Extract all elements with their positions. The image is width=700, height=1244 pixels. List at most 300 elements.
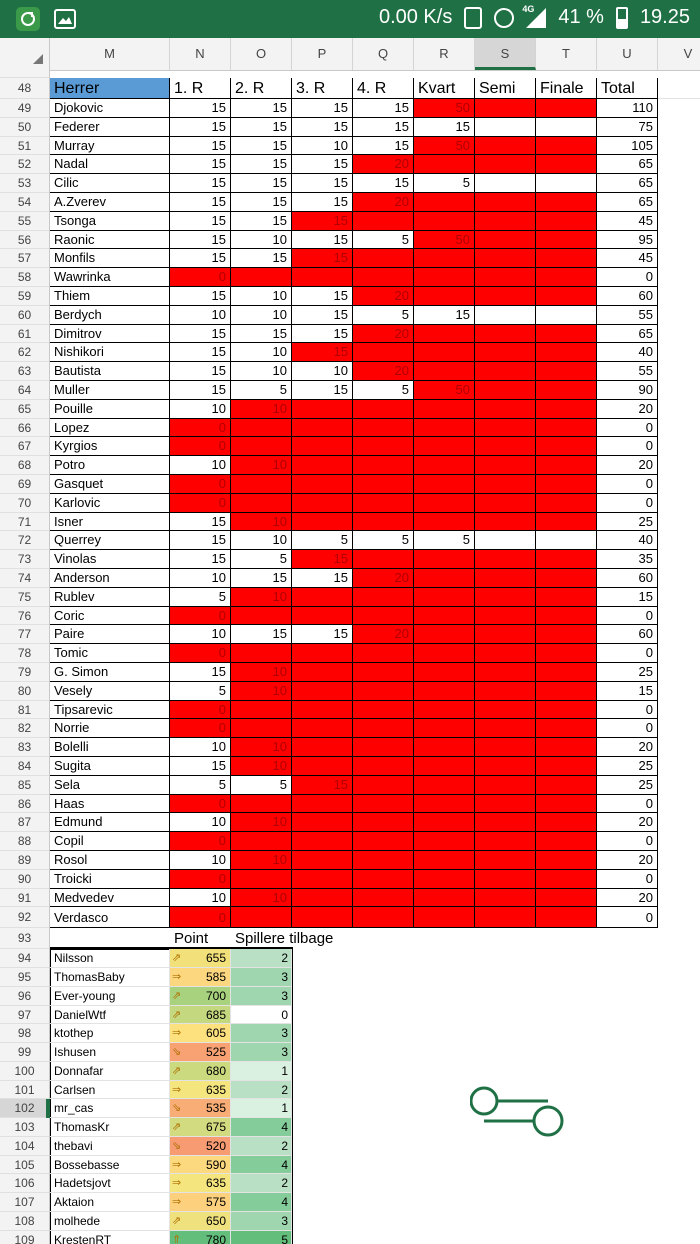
table-header-col-8[interactable]: Total xyxy=(597,78,658,99)
score-cell[interactable]: 5 xyxy=(414,174,475,193)
table-header-col-5[interactable]: Kvart xyxy=(414,78,475,99)
total-cell[interactable]: 0 xyxy=(597,475,658,494)
row-header-54[interactable]: 54 xyxy=(0,193,49,212)
score-cell[interactable]: 10 xyxy=(292,362,353,381)
column-header-q[interactable]: Q xyxy=(353,38,414,70)
player-name[interactable]: Nadal xyxy=(50,155,170,174)
score-cell[interactable] xyxy=(475,719,536,738)
score-cell[interactable]: 0 xyxy=(170,475,231,494)
score-cell[interactable] xyxy=(292,268,353,287)
total-cell[interactable]: 45 xyxy=(597,212,658,231)
score-cell[interactable]: 5 xyxy=(353,231,414,250)
score-cell[interactable]: 0 xyxy=(170,437,231,456)
player-name[interactable]: G. Simon xyxy=(50,663,170,682)
player-name[interactable]: Sela xyxy=(50,776,170,795)
score-cell[interactable] xyxy=(475,419,536,438)
player-name[interactable]: Tomic xyxy=(50,644,170,663)
score-cell[interactable] xyxy=(414,249,475,268)
score-cell[interactable]: 15 xyxy=(170,118,231,137)
player-name[interactable]: Kyrgios xyxy=(50,437,170,456)
score-cell[interactable]: 15 xyxy=(292,231,353,250)
row-header-69[interactable]: 69 xyxy=(0,475,49,494)
score-cell[interactable]: 15 xyxy=(292,381,353,400)
total-cell[interactable]: 15 xyxy=(597,682,658,701)
score-cell[interactable]: 15 xyxy=(292,776,353,795)
score-cell[interactable]: 15 xyxy=(353,99,414,118)
score-cell[interactable] xyxy=(536,343,597,362)
player-name[interactable]: Querrey xyxy=(50,531,170,550)
score-cell[interactable]: 10 xyxy=(231,738,292,757)
total-cell[interactable]: 105 xyxy=(597,137,658,156)
score-cell[interactable]: 10 xyxy=(231,343,292,362)
score-cell[interactable]: 10 xyxy=(231,231,292,250)
score-cell[interactable]: 15 xyxy=(292,569,353,588)
score-cell[interactable] xyxy=(292,889,353,908)
score-cell[interactable] xyxy=(475,776,536,795)
score-cell[interactable] xyxy=(414,663,475,682)
score-cell[interactable]: 5 xyxy=(170,588,231,607)
total-cell[interactable]: 65 xyxy=(597,174,658,193)
score-cell[interactable]: 15 xyxy=(170,531,231,550)
row-header-74[interactable]: 74 xyxy=(0,569,49,588)
score-cell[interactable]: 0 xyxy=(170,832,231,851)
score-cell[interactable] xyxy=(475,813,536,832)
score-cell[interactable] xyxy=(475,287,536,306)
row-header-101[interactable]: 101 xyxy=(0,1081,49,1100)
player-name[interactable]: Verdasco xyxy=(50,907,170,928)
score-cell[interactable]: 10 xyxy=(231,287,292,306)
standings-name[interactable]: Donnafar xyxy=(50,1062,170,1081)
row-header-52[interactable]: 52 xyxy=(0,155,49,174)
selection-handle-icon[interactable] xyxy=(470,1085,566,1137)
select-all-corner[interactable] xyxy=(0,38,50,70)
row-header-70[interactable]: 70 xyxy=(0,494,49,513)
score-cell[interactable] xyxy=(414,870,475,889)
score-cell[interactable] xyxy=(475,249,536,268)
standings-point[interactable]: 535 ⇘ xyxy=(170,1099,231,1118)
standings-name[interactable]: Carlsen xyxy=(50,1081,170,1100)
score-cell[interactable] xyxy=(353,550,414,569)
score-cell[interactable] xyxy=(475,607,536,626)
score-cell[interactable]: 20 xyxy=(353,625,414,644)
score-cell[interactable] xyxy=(536,437,597,456)
score-cell[interactable] xyxy=(292,832,353,851)
player-name[interactable]: Lopez xyxy=(50,419,170,438)
score-cell[interactable] xyxy=(414,813,475,832)
score-cell[interactable] xyxy=(414,588,475,607)
score-cell[interactable]: 15 xyxy=(353,174,414,193)
row-header-71[interactable]: 71 xyxy=(0,513,49,532)
total-cell[interactable]: 60 xyxy=(597,625,658,644)
score-cell[interactable]: 15 xyxy=(170,757,231,776)
row-header-64[interactable]: 64 xyxy=(0,381,49,400)
score-cell[interactable]: 20 xyxy=(353,569,414,588)
row-header-88[interactable]: 88 xyxy=(0,832,49,851)
score-cell[interactable]: 10 xyxy=(170,400,231,419)
score-cell[interactable] xyxy=(231,719,292,738)
row-header-103[interactable]: 103 xyxy=(0,1118,49,1137)
score-cell[interactable]: 15 xyxy=(170,513,231,532)
player-name[interactable]: Karlovic xyxy=(50,494,170,513)
standings-players-left[interactable]: 2 xyxy=(231,1137,292,1156)
row-header-82[interactable]: 82 xyxy=(0,719,49,738)
score-cell[interactable] xyxy=(536,118,597,137)
score-cell[interactable] xyxy=(353,343,414,362)
score-cell[interactable]: 10 xyxy=(170,851,231,870)
standings-point[interactable]: 575 ⇒ xyxy=(170,1193,231,1212)
score-cell[interactable] xyxy=(536,362,597,381)
score-cell[interactable] xyxy=(292,701,353,720)
score-cell[interactable] xyxy=(292,682,353,701)
score-cell[interactable] xyxy=(414,701,475,720)
player-name[interactable]: Vinolas xyxy=(50,550,170,569)
score-cell[interactable] xyxy=(536,531,597,550)
row-header-61[interactable]: 61 xyxy=(0,325,49,344)
score-cell[interactable] xyxy=(414,607,475,626)
score-cell[interactable] xyxy=(475,625,536,644)
row-header-106[interactable]: 106 xyxy=(0,1174,49,1193)
player-name[interactable]: Norrie xyxy=(50,719,170,738)
score-cell[interactable] xyxy=(353,513,414,532)
score-cell[interactable] xyxy=(414,851,475,870)
score-cell[interactable] xyxy=(536,813,597,832)
row-header-62[interactable]: 62 xyxy=(0,343,49,362)
score-cell[interactable] xyxy=(475,118,536,137)
score-cell[interactable] xyxy=(353,738,414,757)
score-cell[interactable] xyxy=(536,155,597,174)
score-cell[interactable] xyxy=(536,325,597,344)
standings-players-left[interactable]: 3 xyxy=(231,968,292,987)
score-cell[interactable] xyxy=(292,644,353,663)
score-cell[interactable]: 0 xyxy=(170,701,231,720)
player-name[interactable]: Edmund xyxy=(50,813,170,832)
total-cell[interactable]: 0 xyxy=(597,419,658,438)
score-cell[interactable]: 15 xyxy=(231,174,292,193)
score-cell[interactable]: 5 xyxy=(231,381,292,400)
table-header-col-2[interactable]: 2. R xyxy=(231,78,292,99)
row-header-49[interactable]: 49 xyxy=(0,99,49,118)
player-name[interactable]: Cilic xyxy=(50,174,170,193)
standings-name[interactable]: Ishusen xyxy=(50,1043,170,1062)
player-name[interactable]: Vesely xyxy=(50,682,170,701)
score-cell[interactable]: 10 xyxy=(170,813,231,832)
score-cell[interactable] xyxy=(231,419,292,438)
score-cell[interactable]: 15 xyxy=(231,249,292,268)
row-header-79[interactable]: 79 xyxy=(0,663,49,682)
score-cell[interactable]: 10 xyxy=(231,588,292,607)
score-cell[interactable] xyxy=(231,644,292,663)
score-cell[interactable] xyxy=(536,625,597,644)
score-cell[interactable]: 10 xyxy=(170,625,231,644)
score-cell[interactable] xyxy=(292,663,353,682)
column-header-o[interactable]: O xyxy=(231,38,292,70)
standings-name[interactable]: ktothep xyxy=(50,1024,170,1043)
score-cell[interactable] xyxy=(475,682,536,701)
score-cell[interactable]: 15 xyxy=(292,343,353,362)
score-cell[interactable]: 15 xyxy=(292,193,353,212)
score-cell[interactable]: 15 xyxy=(170,381,231,400)
score-cell[interactable] xyxy=(536,400,597,419)
column-header-v[interactable]: V xyxy=(658,38,700,70)
score-cell[interactable]: 15 xyxy=(292,287,353,306)
score-cell[interactable] xyxy=(414,625,475,644)
score-cell[interactable] xyxy=(536,870,597,889)
score-cell[interactable]: 15 xyxy=(170,343,231,362)
score-cell[interactable]: 15 xyxy=(292,118,353,137)
score-cell[interactable]: 15 xyxy=(292,174,353,193)
score-cell[interactable] xyxy=(231,607,292,626)
score-cell[interactable] xyxy=(231,832,292,851)
standings-name[interactable]: thebavi xyxy=(50,1137,170,1156)
player-name[interactable]: Coric xyxy=(50,607,170,626)
score-cell[interactable] xyxy=(536,419,597,438)
score-cell[interactable] xyxy=(353,719,414,738)
player-name[interactable]: Monfils xyxy=(50,249,170,268)
score-cell[interactable]: 15 xyxy=(231,212,292,231)
score-cell[interactable]: 10 xyxy=(231,456,292,475)
score-cell[interactable] xyxy=(414,494,475,513)
score-cell[interactable]: 0 xyxy=(170,419,231,438)
total-cell[interactable]: 110 xyxy=(597,99,658,118)
row-header-81[interactable]: 81 xyxy=(0,701,49,720)
score-cell[interactable] xyxy=(353,249,414,268)
score-cell[interactable] xyxy=(414,569,475,588)
score-cell[interactable] xyxy=(475,588,536,607)
score-cell[interactable] xyxy=(475,99,536,118)
score-cell[interactable] xyxy=(475,174,536,193)
score-cell[interactable]: 15 xyxy=(170,137,231,156)
score-cell[interactable]: 15 xyxy=(231,155,292,174)
standings-name[interactable]: molhede xyxy=(50,1212,170,1231)
score-cell[interactable]: 10 xyxy=(231,813,292,832)
score-cell[interactable] xyxy=(231,795,292,814)
standings-name[interactable]: Hadetsjovt xyxy=(50,1174,170,1193)
score-cell[interactable]: 15 xyxy=(292,306,353,325)
score-cell[interactable]: 15 xyxy=(292,550,353,569)
score-cell[interactable] xyxy=(475,851,536,870)
row-header-48[interactable]: 48 xyxy=(0,78,49,99)
score-cell[interactable] xyxy=(536,174,597,193)
score-cell[interactable]: 15 xyxy=(353,118,414,137)
column-header-n[interactable]: N xyxy=(170,38,231,70)
player-name[interactable]: Federer xyxy=(50,118,170,137)
score-cell[interactable] xyxy=(414,795,475,814)
score-cell[interactable] xyxy=(414,475,475,494)
score-cell[interactable]: 5 xyxy=(231,776,292,795)
score-cell[interactable] xyxy=(475,889,536,908)
row-header-68[interactable]: 68 xyxy=(0,456,49,475)
score-cell[interactable] xyxy=(292,456,353,475)
score-cell[interactable]: 5 xyxy=(353,306,414,325)
row-header-98[interactable]: 98 xyxy=(0,1024,49,1043)
score-cell[interactable] xyxy=(231,475,292,494)
total-cell[interactable]: 55 xyxy=(597,306,658,325)
row-header-75[interactable]: 75 xyxy=(0,588,49,607)
standings-name[interactable]: Aktaion xyxy=(50,1193,170,1212)
score-cell[interactable] xyxy=(475,832,536,851)
score-cell[interactable]: 15 xyxy=(231,99,292,118)
score-cell[interactable]: 20 xyxy=(353,325,414,344)
score-cell[interactable] xyxy=(536,757,597,776)
total-cell[interactable]: 90 xyxy=(597,381,658,400)
row-header-89[interactable]: 89 xyxy=(0,851,49,870)
score-cell[interactable]: 50 xyxy=(414,99,475,118)
score-cell[interactable]: 0 xyxy=(170,719,231,738)
score-cell[interactable] xyxy=(414,325,475,344)
score-cell[interactable]: 50 xyxy=(414,231,475,250)
table-header-col-6[interactable]: Semi xyxy=(475,78,536,99)
score-cell[interactable] xyxy=(536,456,597,475)
total-cell[interactable]: 25 xyxy=(597,513,658,532)
score-cell[interactable] xyxy=(536,306,597,325)
standings-players-left[interactable]: 4 xyxy=(231,1193,292,1212)
score-cell[interactable] xyxy=(536,569,597,588)
table-header-col-7[interactable]: Finale xyxy=(536,78,597,99)
score-cell[interactable] xyxy=(414,268,475,287)
row-header-85[interactable]: 85 xyxy=(0,776,49,795)
score-cell[interactable] xyxy=(536,889,597,908)
score-cell[interactable] xyxy=(536,99,597,118)
standings-name[interactable]: Bossebasse xyxy=(50,1156,170,1175)
score-cell[interactable] xyxy=(536,381,597,400)
score-cell[interactable] xyxy=(414,832,475,851)
score-cell[interactable] xyxy=(475,531,536,550)
standings-players-left[interactable]: 3 xyxy=(231,1043,292,1062)
row-header-99[interactable]: 99 xyxy=(0,1043,49,1062)
standings-name[interactable]: ThomasKr xyxy=(50,1118,170,1137)
row-header-57[interactable]: 57 xyxy=(0,249,49,268)
score-cell[interactable] xyxy=(231,907,292,928)
row-header-56[interactable]: 56 xyxy=(0,231,49,250)
standings-players-left[interactable]: 4 xyxy=(231,1118,292,1137)
standings-name[interactable]: Ever-young xyxy=(50,987,170,1006)
total-cell[interactable]: 20 xyxy=(597,400,658,419)
score-cell[interactable] xyxy=(353,851,414,870)
standings-players-left[interactable]: 3 xyxy=(231,1024,292,1043)
score-cell[interactable] xyxy=(475,550,536,569)
score-cell[interactable]: 15 xyxy=(170,663,231,682)
score-cell[interactable] xyxy=(414,155,475,174)
total-cell[interactable]: 0 xyxy=(597,795,658,814)
score-cell[interactable]: 0 xyxy=(170,268,231,287)
standings-players-left[interactable]: 0 xyxy=(231,1006,292,1025)
score-cell[interactable] xyxy=(475,644,536,663)
score-cell[interactable]: 15 xyxy=(231,118,292,137)
score-cell[interactable] xyxy=(536,212,597,231)
score-cell[interactable] xyxy=(475,193,536,212)
standings-point[interactable]: 635 ⇒ xyxy=(170,1081,231,1100)
score-cell[interactable] xyxy=(536,738,597,757)
score-cell[interactable]: 20 xyxy=(353,362,414,381)
row-header-105[interactable]: 105 xyxy=(0,1156,49,1175)
table-header-col-4[interactable]: 4. R xyxy=(353,78,414,99)
standings-point[interactable]: 685 ⇗ xyxy=(170,1006,231,1025)
player-name[interactable]: Bolelli xyxy=(50,738,170,757)
total-cell[interactable]: 0 xyxy=(597,907,658,928)
total-cell[interactable]: 25 xyxy=(597,776,658,795)
score-cell[interactable] xyxy=(414,212,475,231)
score-cell[interactable] xyxy=(475,212,536,231)
player-name[interactable]: Dimitrov xyxy=(50,325,170,344)
row-header-76[interactable]: 76 xyxy=(0,607,49,626)
player-name[interactable]: Anderson xyxy=(50,569,170,588)
score-cell[interactable] xyxy=(292,437,353,456)
row-header-55[interactable]: 55 xyxy=(0,212,49,231)
score-cell[interactable] xyxy=(536,682,597,701)
score-cell[interactable]: 10 xyxy=(170,889,231,908)
score-cell[interactable]: 0 xyxy=(170,870,231,889)
player-name[interactable]: Rublev xyxy=(50,588,170,607)
score-cell[interactable] xyxy=(475,456,536,475)
score-cell[interactable]: 0 xyxy=(170,907,231,928)
standings-point[interactable]: 635 ⇒ xyxy=(170,1174,231,1193)
score-cell[interactable] xyxy=(536,719,597,738)
standings-players-left[interactable]: 2 xyxy=(231,949,292,968)
row-header-72[interactable]: 72 xyxy=(0,531,49,550)
score-cell[interactable]: 15 xyxy=(170,99,231,118)
row-header-91[interactable]: 91 xyxy=(0,889,49,908)
row-header-63[interactable]: 63 xyxy=(0,362,49,381)
total-cell[interactable]: 0 xyxy=(597,437,658,456)
score-cell[interactable]: 10 xyxy=(231,889,292,908)
score-cell[interactable] xyxy=(231,268,292,287)
total-cell[interactable]: 20 xyxy=(597,456,658,475)
score-cell[interactable]: 15 xyxy=(292,625,353,644)
score-cell[interactable] xyxy=(292,813,353,832)
score-cell[interactable]: 15 xyxy=(231,137,292,156)
score-cell[interactable] xyxy=(475,795,536,814)
score-cell[interactable]: 15 xyxy=(170,287,231,306)
total-cell[interactable]: 15 xyxy=(597,588,658,607)
score-cell[interactable] xyxy=(353,644,414,663)
player-name[interactable]: Sugita xyxy=(50,757,170,776)
score-cell[interactable]: 15 xyxy=(170,193,231,212)
score-cell[interactable] xyxy=(414,682,475,701)
score-cell[interactable] xyxy=(475,663,536,682)
player-name[interactable]: Muller xyxy=(50,381,170,400)
score-cell[interactable] xyxy=(353,607,414,626)
standings-point[interactable]: 585 ⇒ xyxy=(170,968,231,987)
row-header-50[interactable]: 50 xyxy=(0,118,49,137)
score-cell[interactable] xyxy=(414,738,475,757)
score-cell[interactable] xyxy=(475,701,536,720)
score-cell[interactable] xyxy=(475,513,536,532)
score-cell[interactable] xyxy=(536,550,597,569)
score-cell[interactable]: 10 xyxy=(231,531,292,550)
player-name[interactable]: Thiem xyxy=(50,287,170,306)
score-cell[interactable] xyxy=(414,550,475,569)
score-cell[interactable] xyxy=(414,400,475,419)
score-cell[interactable] xyxy=(231,870,292,889)
player-name[interactable]: Potro xyxy=(50,456,170,475)
standings-point[interactable]: 780 ⇑ xyxy=(170,1231,231,1244)
player-name[interactable]: Djokovic xyxy=(50,99,170,118)
row-header-84[interactable]: 84 xyxy=(0,757,49,776)
score-cell[interactable]: 15 xyxy=(292,325,353,344)
score-cell[interactable] xyxy=(414,644,475,663)
column-header-r[interactable]: R xyxy=(414,38,475,70)
score-cell[interactable]: 15 xyxy=(170,362,231,381)
score-cell[interactable] xyxy=(414,437,475,456)
score-cell[interactable] xyxy=(475,306,536,325)
table-header-col-1[interactable]: 1. R xyxy=(170,78,231,99)
total-cell[interactable]: 0 xyxy=(597,832,658,851)
player-name[interactable]: Berdych xyxy=(50,306,170,325)
total-cell[interactable]: 20 xyxy=(597,738,658,757)
player-name[interactable]: Haas xyxy=(50,795,170,814)
score-cell[interactable]: 5 xyxy=(231,550,292,569)
score-cell[interactable]: 10 xyxy=(231,362,292,381)
